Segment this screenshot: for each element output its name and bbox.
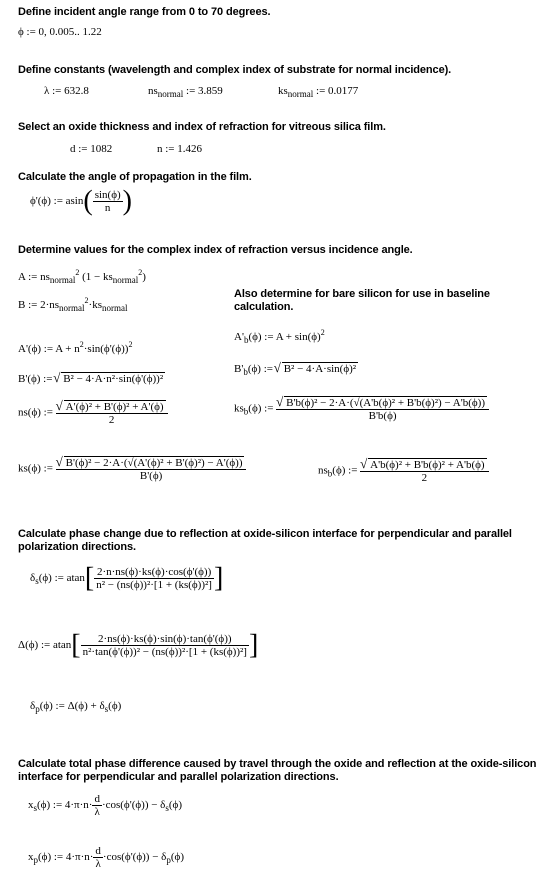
ns-bare-equation: $ns_b(\phi)$ := √ $\frac{\text{A'b(ϕ)² + B'b(ϕ)² + A'b(ϕ)}}{2}$ bbox=[318, 458, 489, 484]
section-heading-angle-range: Define incident angle range from 0 to 70 degrees. bbox=[18, 6, 271, 18]
thickness-equation: d := 1082 bbox=[70, 143, 113, 155]
ns-normal-equation: $ns_{normal}$ := 3.859 bbox=[148, 85, 223, 99]
ns-function-equation: ns(ϕ) := √ $\frac{\text{A'(ϕ)² + B'(ϕ)² + A'(ϕ)}}{2}$ bbox=[18, 400, 168, 426]
section-heading-constants: Define constants (wavelength and complex index of substrate for normal incidence). bbox=[18, 64, 452, 76]
delta-s-equation: $\delta_s(\phi)$ := atan[ $\frac{2\cdot n\cdot ns(\phi)\cdot ks(\phi)\cdot\cos(\phi'(\phi))}{\text{n² − (ns(ϕ))²·[1 + (ks(ϕ))²]}}$ ] bbox=[30, 562, 224, 594]
B-prime-equation: B'(ϕ) := √ B² − 4·A·n²·sin(ϕ'(ϕ))² bbox=[18, 372, 165, 385]
section-heading-complex-index: Determine values for the complex index of refraction versus incidence angle. bbox=[18, 244, 413, 256]
A-prime-bare-equation: $A'_b(\phi)$ := $A + \sin(\phi)^2$ bbox=[234, 328, 325, 345]
delta-p-equation: $\delta_p(\phi)$ := $\Delta(\phi) + \delta_s(\phi)$ bbox=[30, 700, 122, 714]
B-prime-bare-equation: $B'_b(\phi)$ := √ B² − 4·A·sin(ϕ)² bbox=[234, 362, 358, 377]
section-heading-oxide: Select an oxide thickness and index of refraction for vitreous silica film. bbox=[18, 121, 386, 133]
ks-bare-equation: $ks_b(\phi)$ := √ $\frac{\text{B'b(ϕ)² − 2·A·(√(A'b(ϕ)² + B'b(ϕ)²) − A'b(ϕ))}}{B'b(\phi)}$ bbox=[234, 396, 489, 422]
A-equation: A := $ns_{normal}^2$ $(1 - ks_{normal}^2)$ bbox=[18, 268, 146, 285]
x-s-equation: $x_s(\phi)$ := 4·π·n· $\frac{d}{\lambda}$ $\cdot\cos(\phi'(\phi)) - \delta_s(\phi)$ bbox=[28, 793, 183, 818]
capital-delta-equation: Δ(ϕ) := atan[ $\frac{2\cdot ns(\phi)\cdot ks(\phi)\cdot\sin(\phi)\cdot\tan(\phi'(\phi))}{\text{n²·tan(ϕ'(ϕ))² − (ns(ϕ))²·[1 + (ks(ϕ))²]}}$ ] bbox=[18, 629, 259, 661]
bare-silicon-note: Also determine for bare silicon for use in baseline calculation. bbox=[234, 288, 490, 313]
index-equation: n := 1.426 bbox=[157, 143, 203, 155]
section-heading-total-phase: Calculate total phase difference caused by travel through the oxide and reflection at the oxide-silicon interface for perpendicular and parallel polarization directions. bbox=[18, 758, 537, 783]
A-prime-equation: A'(ϕ) := $A + n^2\cdot\sin(\phi'(\phi))^2$ bbox=[18, 340, 133, 355]
section-heading-phase-change: Calculate phase change due to reflection at oxide-silicon interface for perpendicular and parallel polarization directions. bbox=[18, 528, 512, 553]
ks-normal-equation: $ks_{normal}$ := 0.0177 bbox=[278, 85, 359, 99]
section-heading-propagation: Calculate the angle of propagation in the film. bbox=[18, 171, 252, 183]
x-p-equation: $x_p(\phi)$ := 4·π·n· $\frac{d}{\lambda}$ $\cdot\cos(\phi'(\phi)) - \delta_p(\phi)$ bbox=[28, 845, 184, 870]
angle-range-equation: ϕ := 0, 0.005.. 1.22 bbox=[18, 26, 102, 38]
propagation-angle-equation: ϕ'(ϕ) := asin( $\frac{\sin(\phi)}{n}$ ) bbox=[30, 185, 132, 217]
wavelength-equation: λ := 632.8 bbox=[44, 85, 89, 97]
B-equation: B := $2\cdot ns_{normal}^2\cdot ks_{normal}$ bbox=[18, 296, 128, 313]
ks-function-equation: ks(ϕ) := √ $\frac{\text{B'(ϕ)² − 2·A·(√(A'(ϕ)² + B'(ϕ)²) − A'(ϕ))}}{B'(\phi)}$ bbox=[18, 456, 246, 482]
